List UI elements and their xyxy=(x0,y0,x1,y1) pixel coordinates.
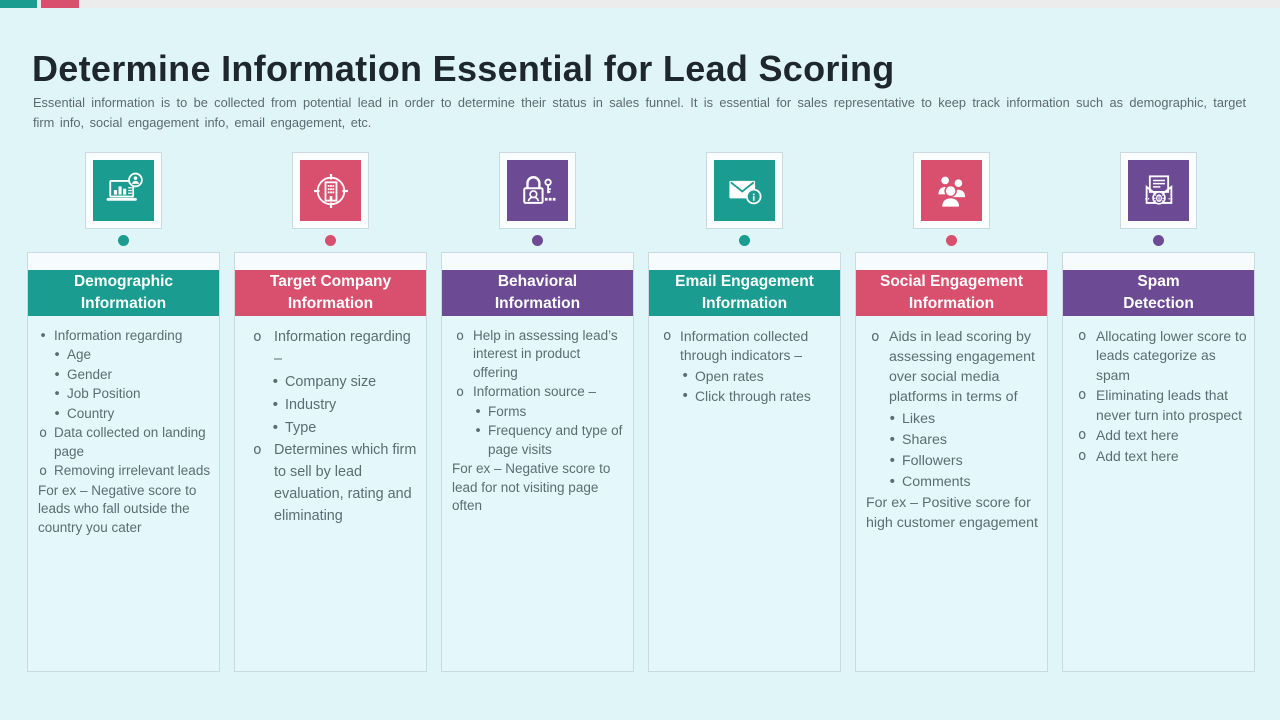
connector-dot xyxy=(946,235,957,246)
icon-frame xyxy=(292,152,369,229)
box-header-line2: Information xyxy=(908,295,995,312)
column-target-company-information xyxy=(234,152,427,672)
info-box xyxy=(648,252,841,672)
page-subtitle: Essential information is to be collected from potential lead in order to determine their status in sales funnel. It is essential for sales representative to keep track information such as demographic, target firm info, social engagement info, email engagement, etc. xyxy=(33,94,1246,130)
bullet-glyph: o xyxy=(39,463,48,480)
column-list xyxy=(442,316,633,525)
column-list xyxy=(28,316,219,546)
list-item-text: Job Position xyxy=(67,386,141,402)
icon-frame xyxy=(913,152,990,229)
box-header xyxy=(1063,270,1254,316)
bullet-glyph: • xyxy=(681,367,690,384)
people-group-icon xyxy=(921,160,982,221)
list-item xyxy=(244,440,420,528)
list-item xyxy=(885,430,1041,450)
bullet-glyph: • xyxy=(888,431,897,448)
bullet-glyph: • xyxy=(888,452,897,469)
email-info-icon xyxy=(714,160,775,221)
icon-frame xyxy=(706,152,783,229)
bullet-glyph: • xyxy=(888,410,897,427)
box-header xyxy=(442,270,633,316)
list-item xyxy=(885,409,1041,429)
list-item-text: Open rates xyxy=(695,367,764,384)
list-item-text: Help in assessing lead’s interest in product offering xyxy=(473,328,618,380)
box-header xyxy=(856,270,1047,316)
list-item-text: Eliminating leads that never turn into prospect xyxy=(1096,387,1242,423)
bullet-glyph: • xyxy=(474,403,483,420)
bullet-glyph: • xyxy=(271,396,280,413)
column-behavioral-information xyxy=(441,152,634,672)
bullet-glyph: • xyxy=(271,419,280,436)
top-strip xyxy=(0,0,1280,8)
info-box xyxy=(234,252,427,672)
list-item xyxy=(37,424,213,461)
list-item xyxy=(244,327,420,371)
list-item xyxy=(268,372,420,394)
list-item xyxy=(268,418,420,440)
list-item xyxy=(50,366,213,384)
list-item xyxy=(885,451,1041,471)
list-item-text: Information source – xyxy=(473,384,597,400)
list-item xyxy=(658,327,834,366)
box-strip xyxy=(856,253,1047,270)
list-item-text: Information regarding – xyxy=(274,329,411,367)
box-header-line2: Information xyxy=(701,295,788,312)
list-item-text: Aids in lead scoring by assessing engagement over social media platforms in terms of xyxy=(889,329,1035,406)
connector-dot xyxy=(325,235,336,246)
bullet-glyph: o xyxy=(39,425,48,442)
connector-dot xyxy=(118,235,129,246)
list-item xyxy=(1072,386,1248,425)
list-item xyxy=(37,482,213,537)
list-item-text: For ex – Positive score for high customer engagement xyxy=(866,495,1038,532)
list-item xyxy=(37,462,213,480)
list-item-text: Followers xyxy=(902,452,963,469)
column-list xyxy=(649,316,840,416)
bullet-glyph: o xyxy=(871,329,880,345)
list-item xyxy=(471,403,627,421)
box-header xyxy=(649,270,840,316)
bullet-glyph: • xyxy=(53,347,62,364)
connector-dot xyxy=(739,235,750,246)
column-list xyxy=(235,316,426,537)
list-item xyxy=(885,472,1041,492)
box-strip xyxy=(649,253,840,270)
box-strip xyxy=(235,253,426,270)
list-item xyxy=(1072,426,1248,445)
list-item-text: Forms xyxy=(488,403,527,419)
column-list xyxy=(1063,316,1254,475)
list-item xyxy=(50,405,213,423)
list-item xyxy=(268,395,420,417)
box-header-line1: Social Engagement xyxy=(880,273,1023,290)
list-item xyxy=(50,346,213,364)
list-item-text: Age xyxy=(67,347,92,363)
column-spam-detection xyxy=(1062,152,1255,672)
icon-frame xyxy=(85,152,162,229)
list-item xyxy=(865,327,1041,408)
connector-dot xyxy=(1153,235,1164,246)
list-item-text: For ex – Negative score to lead for not visiting page often xyxy=(452,461,611,514)
list-item-text: Company size xyxy=(285,373,377,390)
analytics-laptop-icon xyxy=(93,160,154,221)
bullet-glyph: • xyxy=(474,423,483,440)
box-header-line1: Demographic xyxy=(73,273,174,290)
list-item xyxy=(678,387,834,406)
list-item-text: Add text here xyxy=(1096,427,1179,444)
box-header-line2: Detection xyxy=(1123,295,1194,312)
bullet-glyph: o xyxy=(456,328,465,344)
bullet-glyph: • xyxy=(39,328,48,344)
spam-mail-icon xyxy=(1128,160,1189,221)
list-item xyxy=(50,385,213,403)
bullet-glyph: o xyxy=(1078,447,1087,464)
list-item xyxy=(1072,327,1248,385)
column-email-engagement-information xyxy=(648,152,841,672)
column-list xyxy=(856,316,1047,543)
box-header-line2: Information xyxy=(287,295,374,312)
list-item-text: Allocating lower score to leads categorize as spam xyxy=(1096,328,1247,383)
box-header-line1: Target Company xyxy=(269,273,392,290)
bullet-glyph: o xyxy=(456,384,465,401)
bullet-glyph: o xyxy=(1078,328,1087,344)
list-item-text: Country xyxy=(67,405,115,421)
list-item-text: Click through rates xyxy=(695,388,811,405)
columns-row xyxy=(27,152,1255,672)
list-item xyxy=(451,383,627,401)
list-item-text: Likes xyxy=(902,410,936,427)
list-item-text: Information regarding xyxy=(54,328,183,343)
list-item-text: Information collected through indicators – xyxy=(680,328,809,364)
list-item-text: Data collected on landing page xyxy=(54,425,206,459)
list-item-text: Industry xyxy=(285,396,337,413)
list-item-text: Gender xyxy=(67,366,113,382)
bullet-glyph: • xyxy=(53,405,62,422)
bullet-glyph: • xyxy=(53,366,62,383)
box-strip xyxy=(28,253,219,270)
bullet-glyph: o xyxy=(1078,387,1087,404)
list-item xyxy=(1072,447,1248,466)
bullet-glyph: o xyxy=(253,442,262,459)
icon-frame xyxy=(1120,152,1197,229)
box-header xyxy=(28,270,219,316)
bullet-glyph: o xyxy=(1078,427,1087,444)
page-title: Determine Information Essential for Lead Scoring xyxy=(32,48,895,90)
list-item-text: Removing irrelevant leads xyxy=(54,463,211,479)
list-item-text: For ex – Negative score to leads who fall outside the country you cater xyxy=(38,482,197,535)
box-header-line2: Information xyxy=(494,295,581,312)
box-header-line2: Information xyxy=(80,295,167,312)
icon-frame xyxy=(499,152,576,229)
identity-lock-icon xyxy=(507,160,568,221)
list-item xyxy=(678,367,834,386)
bullet-glyph: o xyxy=(253,329,262,345)
column-social-engagement-information xyxy=(855,152,1048,672)
box-header xyxy=(235,270,426,316)
list-item xyxy=(451,460,627,515)
info-box xyxy=(855,252,1048,672)
list-item-text: Shares xyxy=(902,431,947,448)
list-item-text: Determines which firm to sell by lead evaluation, rating and eliminating xyxy=(274,442,417,525)
list-item xyxy=(471,422,627,459)
bullet-glyph: • xyxy=(53,386,62,403)
bullet-glyph: • xyxy=(888,474,897,491)
list-item-text: Add text here xyxy=(1096,447,1179,464)
bullet-glyph: • xyxy=(681,388,690,405)
list-item-text: Type xyxy=(285,419,317,436)
list-item xyxy=(37,327,213,345)
box-header-line1: Behavioral xyxy=(497,273,578,290)
connector-dot xyxy=(532,235,543,246)
bullet-glyph: • xyxy=(271,373,280,390)
list-item-text: Frequency and type of page visits xyxy=(488,423,623,457)
info-box xyxy=(441,252,634,672)
box-strip xyxy=(1063,253,1254,270)
list-item xyxy=(865,493,1041,533)
column-demographic-information xyxy=(27,152,220,672)
target-company-icon xyxy=(300,160,361,221)
box-header-line1: Email Engagement xyxy=(675,273,814,290)
list-item xyxy=(451,327,627,382)
info-box xyxy=(27,252,220,672)
list-item-text: Comments xyxy=(902,474,971,491)
accent-bar-pink xyxy=(41,0,79,8)
box-strip xyxy=(442,253,633,270)
accent-bar-teal xyxy=(0,0,37,8)
box-header-line1: Spam xyxy=(1137,273,1180,290)
info-box xyxy=(1062,252,1255,672)
bullet-glyph: o xyxy=(663,328,672,344)
